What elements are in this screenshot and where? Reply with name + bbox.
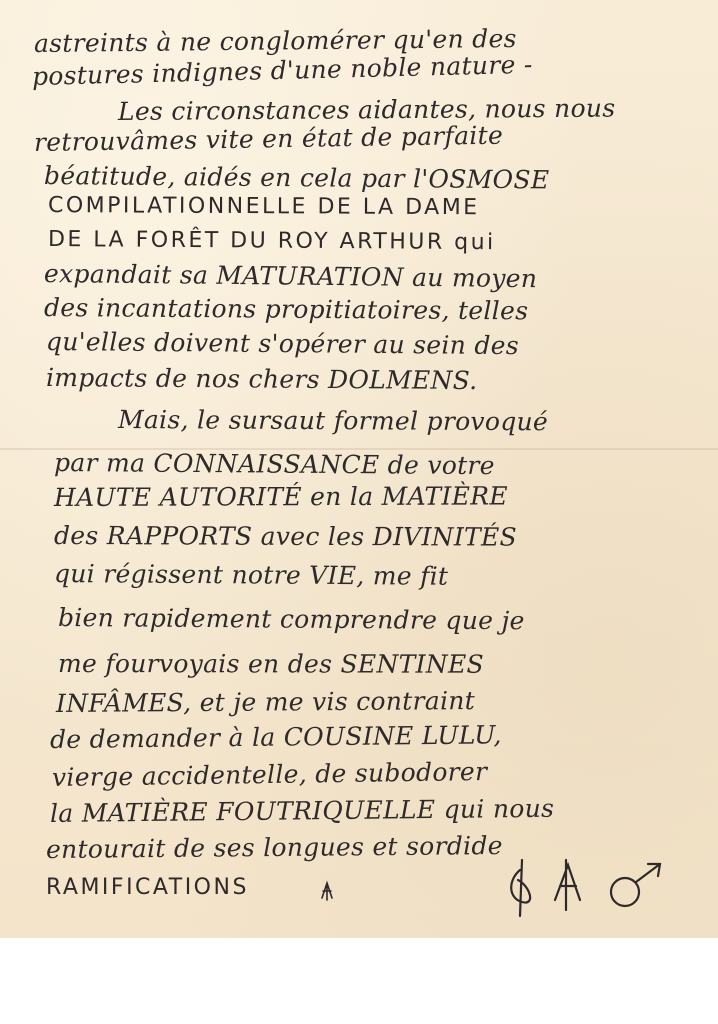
text-line: COMPILATIONNELLE DE LA DAME	[47, 193, 480, 221]
text-line: retrouvâmes vite en état de parfaite	[33, 120, 504, 157]
text-line: Les circonstances aidantes, nous nous	[117, 93, 616, 126]
text-line: par ma CONNAISSANCE de votre	[53, 448, 495, 481]
text-line: me fourvoyais en des SENTINES	[57, 649, 484, 679]
text-line: entourait de ses longues et sordide	[45, 831, 503, 864]
text-line: qui régissent notre VIE, me fit	[53, 559, 449, 591]
text-line: expandait sa MATURATION au moyen	[43, 259, 538, 294]
text-line: INFÂMES, et je me vis contraint	[55, 686, 476, 718]
text-line: RAMIFICATIONS	[46, 875, 249, 900]
small-mark-icon	[318, 880, 336, 902]
signature-icon	[500, 850, 700, 920]
text-line: HAUTE AUTORITÉ en la MATIÈRE	[53, 481, 508, 512]
text-line: Mais, le sursaut formel provoqué	[117, 405, 549, 437]
text-line: qu'elles doivent s'opérer au sein des	[45, 327, 520, 361]
text-line: béatitude, aidés en cela par l'OSMOSE	[43, 161, 550, 195]
text-line: de demander à la COUSINE LULU,	[49, 720, 502, 754]
text-line: des RAPPORTS avec les DIVINITÉS	[53, 521, 518, 552]
text-line: bien rapidement comprendre que je	[57, 603, 525, 636]
text-line: DE LA FORÊT DU ROY ARTHUR qui	[47, 227, 496, 256]
text-line: la MATIÈRE FOUTRIQUELLE qui nous	[49, 793, 555, 828]
text-line: astreints à ne conglomérer qu'en des	[33, 23, 517, 58]
text-line: des incantations propitiatoires, telles	[43, 293, 529, 326]
text-line: impacts de nos chers DOLMENS.	[45, 363, 478, 396]
text-line: vierge accidentelle, de subodorer	[51, 756, 488, 792]
text-line: postures indignes d'une noble nature -	[31, 49, 533, 91]
blank-background	[0, 938, 718, 1024]
